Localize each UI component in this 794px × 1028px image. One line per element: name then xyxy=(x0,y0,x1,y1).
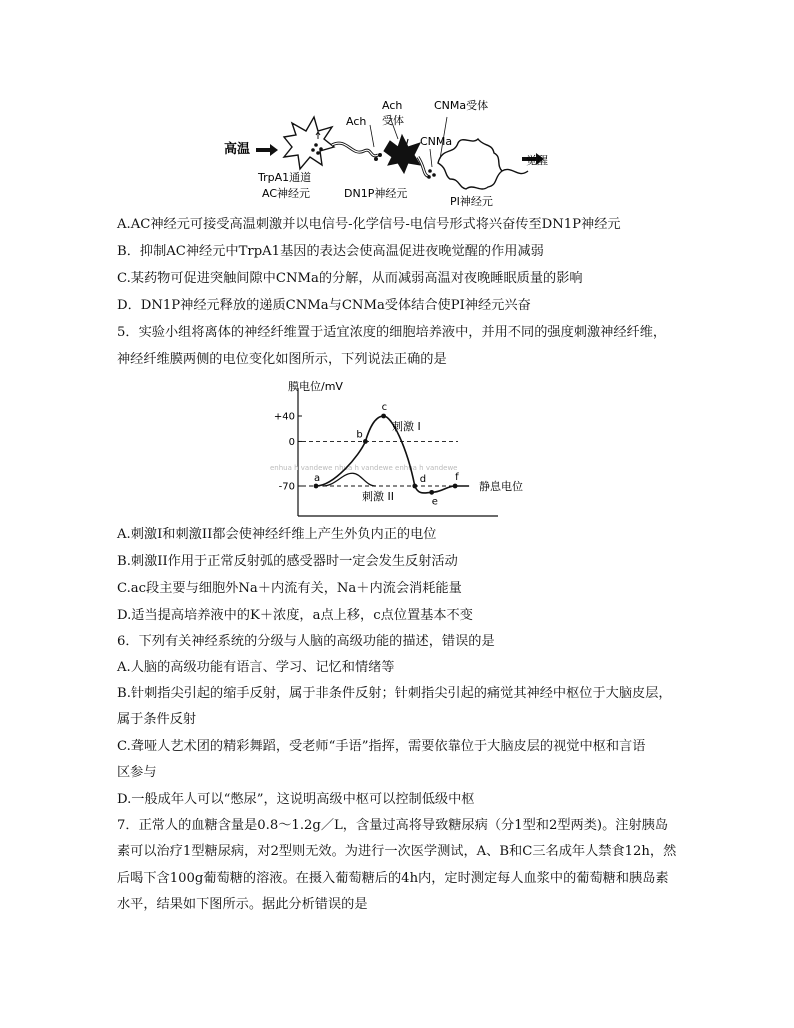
q5-stem-line2: 神经纤维膜两侧的电位变化如图所示，下列说法正确的是 xyxy=(117,352,447,367)
point-f xyxy=(453,484,458,489)
q4-option-d: D．DN1P神经元释放的递质CNMa与CNMa受体结合使PI神经元兴奋 xyxy=(117,298,531,313)
q4-option-c: C.某药物可促进突触间隙中CNMa的分解，从而减弱高温对夜晚睡眠质量的影响 xyxy=(117,271,583,286)
y-tick-label-0: +40 xyxy=(273,411,295,423)
q5-option-b: B.刺激II作用于正常反射弧的感受器时一定会发生反射活动 xyxy=(117,554,458,569)
q7-line2: 素可以治疗1型糖尿病，对2型则无效。为进行一次医学测试，A、B和C三名成年人禁食12h，然 xyxy=(117,844,677,859)
point-label-f: f xyxy=(455,472,459,483)
ach-receptor-label-1: Ach xyxy=(382,99,403,112)
ac-neuron-icon xyxy=(284,117,334,169)
q5-option-c: C.ac段主要与细胞外Na＋内流有关，Na＋内流会消耗能量 xyxy=(117,581,462,596)
watermark: enhua h vandewe nhua h vandewe enhua h vandewe xyxy=(270,464,458,472)
q6-option-b-line1: B.针刺指尖引起的缩手反射，属于非条件反射；针刺指尖引起的痛觉其神经中枢位于大脑皮层， xyxy=(117,686,672,701)
ac-neuron-label: AC神经元 xyxy=(262,187,311,200)
high-temp-label: 高温 xyxy=(224,142,251,157)
point-label-c: c xyxy=(381,402,388,413)
membrane-potential-chart xyxy=(268,378,528,518)
q6-option-c-line2: 区参与 xyxy=(117,765,157,780)
q4-option-b: B．抑制AC神经元中TrpA1基因的表达会使高温促进夜晚觉醒的作用减弱 xyxy=(117,244,544,259)
stimulus-2-label: 刺激 II xyxy=(362,490,394,503)
cnma-label: CNMa xyxy=(420,135,453,148)
q6-option-a: A.人脑的高级功能有语言、学习、记忆和情绪等 xyxy=(117,660,395,675)
awake-label: 觉醒 xyxy=(526,154,548,167)
point-a xyxy=(314,484,319,489)
q7-line4: 水平，结果如下图所示。据此分析错误的是 xyxy=(117,897,368,912)
neural-pathway-diagram xyxy=(222,95,552,213)
input-arrow-icon xyxy=(256,144,278,156)
q5-stem-line1: 5．实验小组将离体的神经纤维置于适宜浓度的细胞培养液中，并用不同的强度刺激神经纤维， xyxy=(117,325,667,340)
q6-stem: 6．下列有关神经系统的分级与人脑的高级功能的描述，错误的是 xyxy=(117,634,495,649)
y-tick-label-2: -70 xyxy=(278,481,295,493)
ach-receptor-label-2: 受体 xyxy=(382,114,404,127)
point-b xyxy=(363,439,368,444)
point-label-a: a xyxy=(314,473,321,484)
y-tick-label-1: 0 xyxy=(288,436,295,448)
ach-label: Ach xyxy=(346,115,367,128)
point-label-e: e xyxy=(431,496,438,508)
stimulus-1-label: 刺激 I xyxy=(392,420,421,433)
q6-option-d: D.一般成年人可以“憋尿”，这说明高级中枢可以控制低级中枢 xyxy=(117,792,475,807)
point-d xyxy=(412,484,417,489)
dn1p-neuron-label: DN1P神经元 xyxy=(344,187,408,200)
q7-line3: 后喝下含100g葡萄糖的溶液。在摄入葡萄糖后的4h内，定时测定每人血浆中的葡萄糖和胰岛素 xyxy=(117,871,669,886)
series-stimulus-2-curve xyxy=(323,473,376,486)
cnma-receptor-label: CNMa受体 xyxy=(434,99,489,112)
q6-option-c-line1: C.聋哑人艺术团的精彩舞蹈，受老师“手语”指挥，需要依靠位于大脑皮层的视觉中枢和言语 xyxy=(117,739,646,754)
q5-option-a: A.刺激I和刺激II都会使神经纤维上产生外负内正的电位 xyxy=(117,527,437,542)
point-label-d: d xyxy=(419,474,427,485)
trpa1-label: TrpA1通道 xyxy=(258,171,312,184)
point-c xyxy=(381,414,386,419)
chart-ylabel: 膜电位/mV xyxy=(288,380,343,393)
point-e xyxy=(429,490,434,495)
resting-potential-label: 静息电位 xyxy=(479,480,523,493)
q6-option-b-line2: 属于条件反射 xyxy=(117,712,197,727)
q7-line1: 7．正常人的血糖含量是0.8～1.2g／L，含量过高将导致糖尿病（分1型和2型两类)。注射胰岛 xyxy=(117,818,669,833)
q5-option-d: D.适当提高培养液中的K＋浓度，a点上移，c点位置基本不变 xyxy=(117,608,473,623)
point-label-b: b xyxy=(356,429,363,441)
pi-neuron-label: PI神经元 xyxy=(450,195,493,208)
dn1p-neuron-icon xyxy=(384,135,420,173)
q4-option-a: A.AC神经元可接受高温刺激并以电信号-化学信号-电信号形式将兴奋传至DN1P神经元 xyxy=(117,217,621,232)
